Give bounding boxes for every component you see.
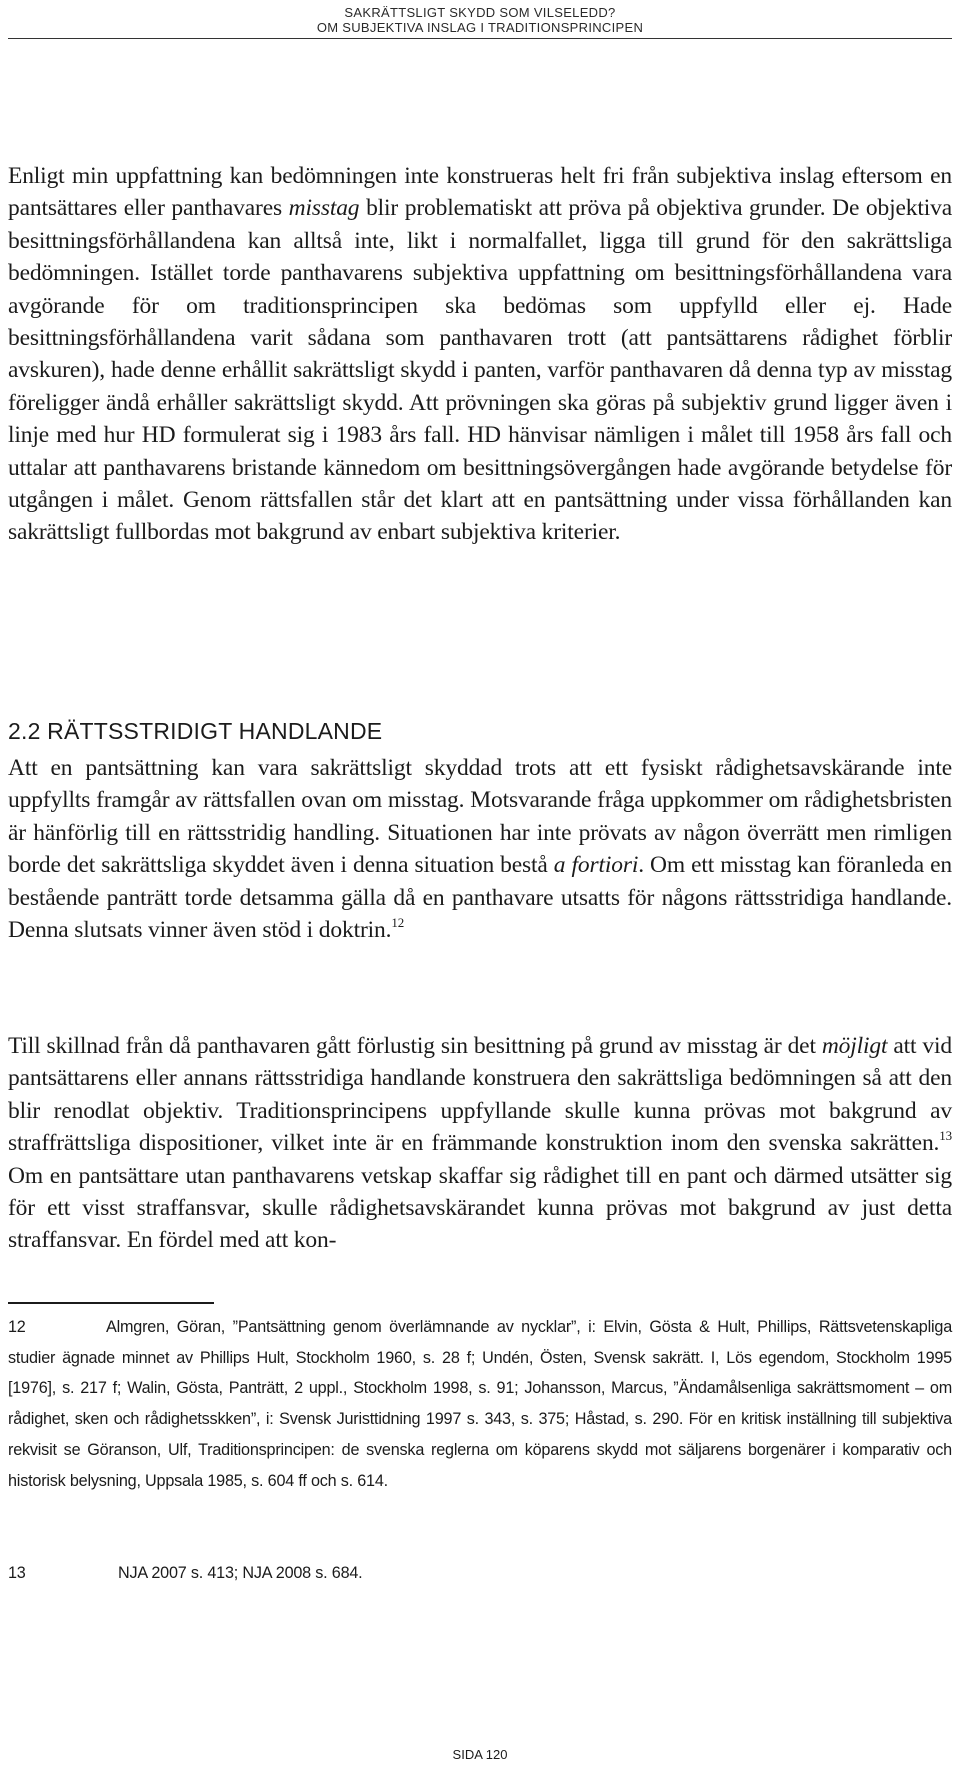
header-rule <box>8 38 952 39</box>
paragraph-text: Att en pantsättning kan vara sakrättsligt skyddad trots att ett fysiskt rådighetsavskärande inte uppfyllts framgår av rättsfallen ovan om misstag. Motsvarande fråga uppkommer om rådighetsbristen är hänförlig till en rättsstridig handling. Situationen har inte prövats av någon överrätt men rimligen borde det sakrättsliga skyddet även i denna situation bestå <box>8 755 952 879</box>
paragraph-text: Till skillnad från då panthavaren gått förlustig sin besittning på grund av misstag är det <box>8 1033 822 1059</box>
body-paragraph-3 <box>8 1030 952 1257</box>
paragraph-text: att vid pantsättarens eller annans rättsstridiga handlande konstruera den sakrättsliga bedömningen så att den blir renodlat objektiv. Traditionsprincipens uppfyllande skulle kunna prövas mot bakgrund av straffrättsliga dispositioner, vilket inte är en främmande konstruktion inom den svenska sakrätten. <box>8 1033 952 1157</box>
footnote-text: NJA 2007 s. 413; NJA 2008 s. 684. <box>118 1564 363 1582</box>
paragraph-text: Enligt min uppfattning kan bedömningen inte konstrueras helt fri från subjektiva inslag eftersom en pantsättares eller panthavares <box>8 163 952 222</box>
italic-term: misstag <box>288 195 360 222</box>
italic-term: a fortiori <box>553 852 639 879</box>
footnote-text: Almgren, Göran, ”Pantsättning genom överlämnande av nycklar”, i: Elvin, Gösta & Hult, Phillips, Rättsvetenskapliga studier ägnade minnet av Phillips Hult, Stockholm 1960, s. 28 f; Undén, Östen, Svensk sakrätt. I, Lös egendom, Stockholm 1995 [1976], s. 217 f; Walin, Gösta, Panträtt, 2 uppl., Stockholm 1998, s. 91; Johansson, Marcus, ”Ändamålsenliga sakrättsmoment – om rådighet, sken och rådighetsskken”, i: Svensk Juristtidning 1997 s. 343, s. 375; Håstad, s. 290. För en kritisk inställning till subjektiva rekvisit se Göranson, Ulf, Traditionsprincipen: de svenska reglerna om köparens skydd mot säljarens borgenärer i komparativ och historisk belysning, Uppsala 1985, s. 604 ff och s. 614. <box>8 1318 952 1490</box>
footnote-13 <box>8 1558 952 1589</box>
page-number: SIDA 120 <box>452 1747 508 1762</box>
footnote-ref-13[interactable]: 13 <box>939 1128 952 1144</box>
running-header-subtitle: OM SUBJEKTIVA INSLAG I TRADITIONSPRINCIPEN <box>316 20 644 35</box>
paragraph-text: Om en pantsättare utan panthavarens vetskap skaffar sig rådighet till en pant och därmed utsätter sig för ett visst straffansvar, skulle rådighetsavskärandet kunna prövas mot bakgrund av just detta straffansvar. En fördel med att kon- <box>8 1162 952 1254</box>
section-heading: 2.2 RÄTTSSTRIDIGT HANDLANDE <box>8 718 383 744</box>
footnote-12 <box>8 1312 952 1496</box>
footnote-number: 13 <box>8 1564 26 1582</box>
footnote-number: 12 <box>8 1318 26 1336</box>
paragraph-text: . Om ett misstag kan föranleda en bestående panträtt torde detsamma gälla då en panthavare utsatts för någons rättsstridiga handlande. Denna slutsats vinner även stöd i doktrin. <box>8 852 952 944</box>
paragraph-text: blir problematiskt att pröva på objektiva grunder. De objektiva besittningsförhållandena kan alltså inte, likt i normalfallet, ligga till grund för den sakrättsliga bedömningen. Istället torde panthavarens subjektiva uppfattning om besittningsförhållandena vara avgörande för om traditionsprincipen ska bedömas som uppfylld eller ej. Hade besittningsförhållandena varit sådana som panthavaren trott (att pantsättarens rådighet förblir avskuren), hade denne erhållit sakrättsligt skydd i panten, varför panthavaren då denna typ av misstag föreligger ändå erhåller sakrättsligt skydd. Att prövningen ska göras på subjektiv grund ligger även i linje med hur HD formulerat sig i 1983 års fall. HD hänvisar nämligen i målet till 1958 års fall och uttalar att panthavarens bristande kännedom om besittningsövergången hade avgörande betydelse för utgången i målet. Genom rättsfallen står det klart att en pantsättning under vissa förhållanden kan sakrättsligt fullbordas mot bakgrund av enbart subjektiva kriterier. <box>8 195 952 546</box>
running-header-title: SAKRÄTTSLIGT SKYDD SOM VILSELEDD? <box>344 5 616 20</box>
body-paragraph-1 <box>8 160 952 549</box>
italic-term: möjligt <box>821 1033 888 1059</box>
body-paragraph-2 <box>8 752 952 946</box>
footnote-separator <box>8 1302 214 1304</box>
footnote-ref-12[interactable]: 12 <box>391 915 405 931</box>
